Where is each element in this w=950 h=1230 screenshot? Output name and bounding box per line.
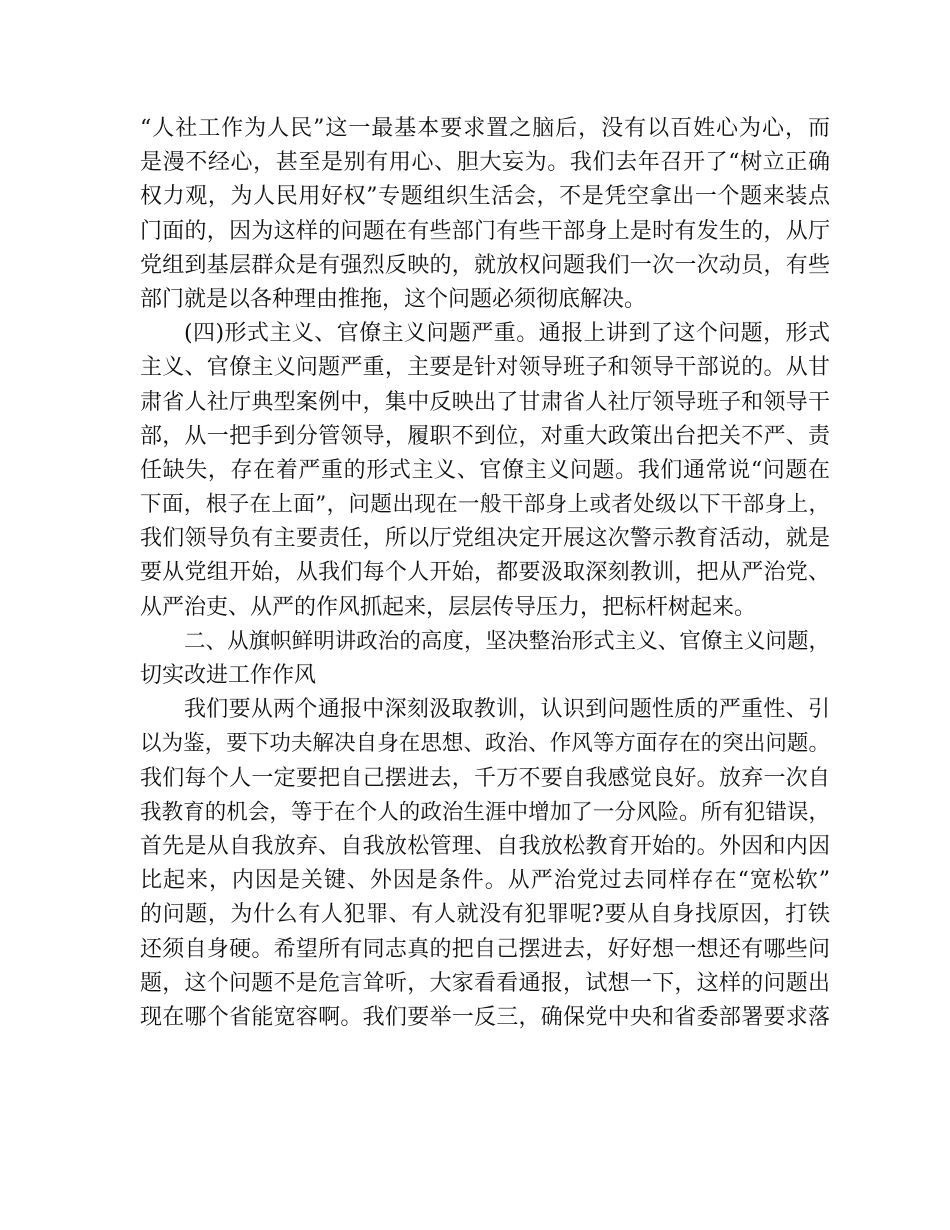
text-line: 二、从旗帜鲜明讲政治的高度，坚决整治形式主义、官僚主义问题， (184, 628, 830, 654)
text-line: 我们领导负有主要责任，所以厅党组决定开展这次警示教育活动，就是 (140, 526, 830, 552)
text-line: 部门就是以各种理由推拖，这个问题必须彻底解决。 (140, 286, 647, 312)
text-line: 门面的，因为这样的问题在有些部门有些干部身上是时有发生的，从厅 (140, 218, 830, 244)
text-line: 党组到基层群众是有强烈反映的，就放权问题我们一次一次动员，有些 (140, 252, 830, 278)
text-line: 题，这个问题不是危言耸听，大家看看通报，试想一下，这样的问题出 (140, 970, 830, 996)
text-line: “人社工作为人民”这一最基本要求置之脑后，没有以百姓心为心，而 (140, 116, 830, 141)
text-line: 主义、官僚主义问题严重，主要是针对领导班子和领导干部说的。从甘 (140, 355, 830, 381)
text-line: 权力观，为人民用好权”专题组织生活会，不是凭空拿出一个题来装点 (140, 184, 830, 210)
text-line: 切实改进工作作风 (140, 663, 317, 688)
text-line: 我们每个人一定要把自己摆进去，千万不要自我感觉良好。放弃一次自 (140, 765, 830, 791)
text-line: 比起来，内因是关键、外因是条件。从严治党过去同样存在“宽松软” (140, 868, 830, 894)
text-line: 从严治吏、从严的作风抓起来，层层传导压力，把标杆树起来。 (140, 594, 757, 620)
text-line: 部，从一把手到分管领导，履职不到位，对重大政策出台把关不严、责 (140, 423, 830, 449)
text-line: 是漫不经心，甚至是别有用心、胆大妄为。我们去年召开了“树立正确 (140, 150, 830, 176)
text-line: 肃省人社厅典型案例中，集中反映出了甘肃省人社厅领导班子和领导干 (140, 389, 830, 415)
text-line: 首先是从自我放弃、自我放松管理、自我放松教育开始的。外因和内因 (140, 833, 830, 859)
text-line: 我教育的机会，等于在个人的政治生涯中增加了一分风险。所有犯错误， (140, 799, 830, 825)
text-line: 以为鉴，要下功夫解决自身在思想、政治、作风等方面存在的突出问题。 (140, 731, 830, 757)
text-line: 现在哪个省能宽容啊。我们要举一反三，确保党中央和省委部署要求落 (140, 1004, 830, 1030)
text-line: 的问题，为什么有人犯罪、有人就没有犯罪呢?要从自身找原因，打铁 (140, 902, 830, 928)
text-line: (四)形式主义、官僚主义问题严重。通报上讲到了这个问题，形式 (184, 321, 830, 347)
text-line: 我们要从两个通报中深刻汲取教训，认识到问题性质的严重性、引 (184, 697, 830, 723)
document-body (140, 112, 830, 1035)
text-line: 要从党组开始，从我们每个人开始，都要汲取深刻教训，把从严治党、 (140, 560, 830, 586)
text-line: 任缺失，存在着严重的形式主义、官僚主义问题。我们通常说“问题在 (140, 457, 830, 483)
text-line: 下面，根子在上面”，问题出现在一般干部身上或者处级以下干部身上， (140, 492, 830, 518)
text-line: 还须自身硬。希望所有同志真的把自己摆进去，好好想一想还有哪些问 (140, 936, 830, 962)
